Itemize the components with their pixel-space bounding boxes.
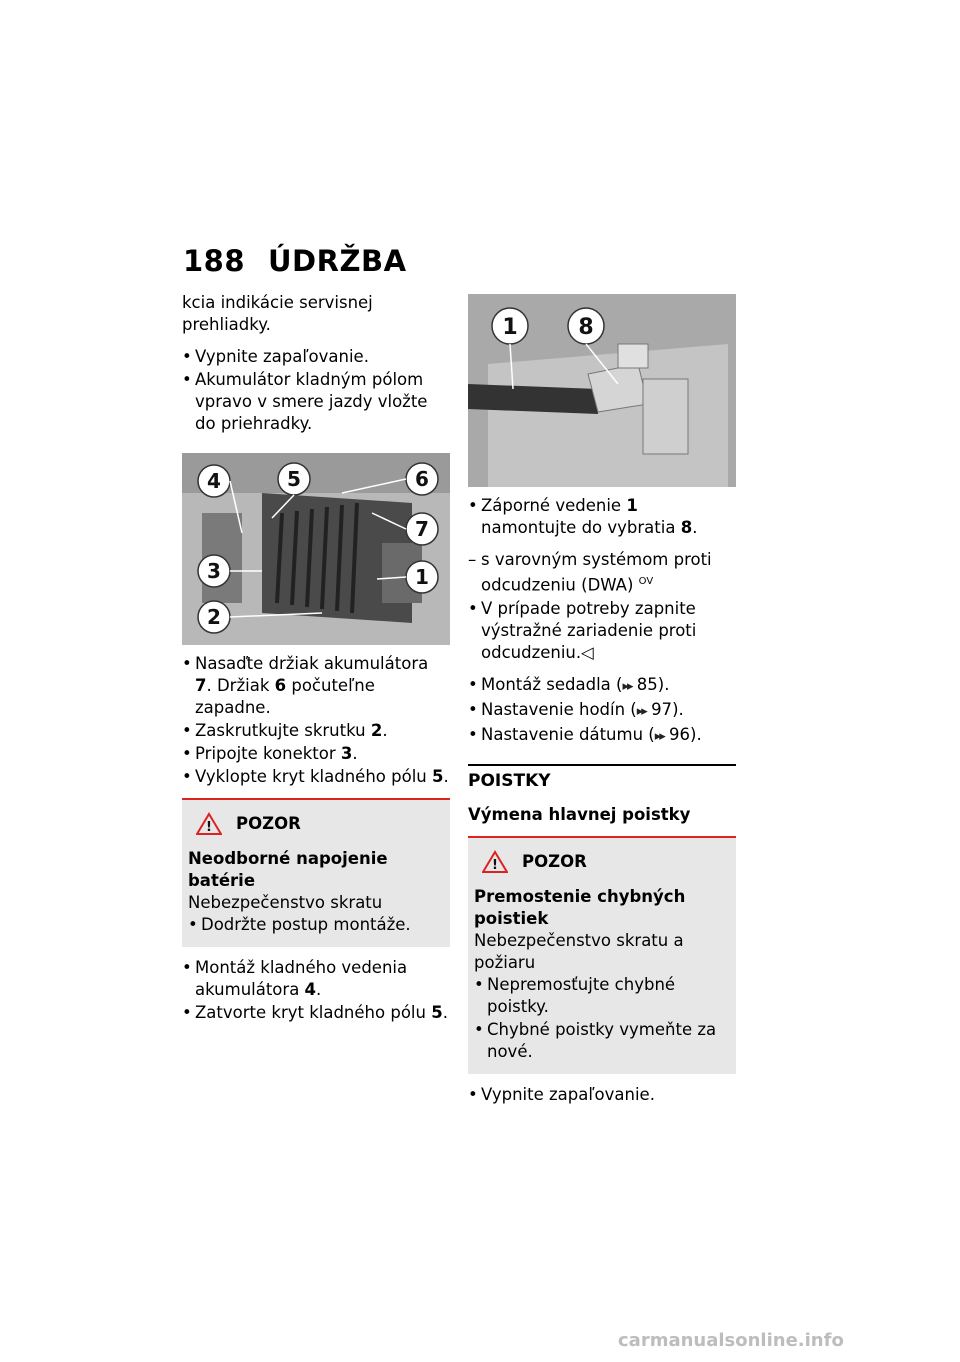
warning-label: POZOR	[236, 814, 301, 833]
end-mark: ◁	[581, 642, 594, 662]
step-item: • Vypnite zapaľovanie.	[468, 1084, 736, 1106]
steps-list-2	[182, 653, 450, 788]
callout-label: 4	[207, 469, 221, 493]
steps-list-5	[468, 549, 736, 664]
callout-label: 6	[415, 467, 429, 491]
steps-list-1	[182, 346, 450, 435]
svg-text:!: !	[492, 857, 498, 873]
cable-figure	[468, 294, 736, 487]
watermark: carmanualsonline.info	[618, 1330, 844, 1351]
step-item: • Vyklopte kryt kladného pólu 5.	[182, 766, 450, 788]
step-item: • Nasaďte držiak akumulátora 7. Držiak 6 počuteľne zapadne.	[182, 653, 450, 719]
page-ref-arrow-icon: ▸▸	[654, 728, 664, 744]
steps-list-4	[468, 495, 736, 539]
battery-figure	[182, 453, 450, 645]
condition-item: – s varovným systémom proti odcudzeniu (DWA) $^{OV}$	[468, 549, 736, 597]
warning-item: • Nepremosťujte chybné poistky.	[474, 974, 728, 1018]
step-item: • V prípade potreby zapnite výstražné zariadenie proti odcudzeniu.◁	[468, 598, 736, 664]
step-item: • Vypnite zapaľovanie.	[182, 346, 450, 368]
page-ref-arrow-icon: ▸▸	[636, 703, 646, 719]
left-column	[182, 292, 450, 1034]
warning-box	[182, 798, 450, 947]
callout-label: 7	[415, 517, 429, 541]
page-title: ÚDRŽBA	[268, 244, 407, 278]
warning-box	[468, 836, 736, 1074]
callout-label: 3	[207, 559, 221, 583]
callout-label: 1	[415, 565, 429, 589]
battery-compartment-illustration	[182, 453, 450, 645]
step-item: • Montáž kladného vedenia akumulátora 4.	[182, 957, 450, 1001]
steps-list-3	[182, 957, 450, 1024]
intro-text: kcia indikácie servisnej prehliadky.	[182, 293, 373, 334]
step-item: • Záporné vedenie 1 namontujte do vybratia 8.	[468, 495, 736, 539]
callout-label: 8	[578, 315, 594, 340]
negative-cable-illustration	[468, 294, 736, 487]
callout-label: 5	[287, 467, 301, 491]
step-item: • Akumulátor kladným pólom vpravo v smere jazdy vložte do priehradky.	[182, 369, 450, 435]
warning-triangle-icon	[482, 850, 508, 874]
step-item: • Pripojte konektor 3.	[182, 743, 450, 765]
warning-heading: Premostenie chybných poistiek	[474, 886, 686, 928]
page-header	[183, 244, 407, 278]
reference-item[interactable]: • Nastavenie dátumu (▸▸ 96).	[468, 724, 736, 748]
subsection-title: Výmena hlavnej poistky	[468, 804, 691, 824]
reference-item[interactable]: • Montáž sedadla (▸▸ 85).	[468, 674, 736, 698]
callout-label: 2	[207, 605, 221, 629]
page-ref-arrow-icon: ▸▸	[622, 678, 632, 694]
warning-triangle-icon	[196, 812, 222, 836]
step-item: • Zaskrutkujte skrutku 2.	[182, 720, 450, 742]
warning-description: Nebezpečenstvo skratu a požiaru	[474, 930, 684, 972]
reference-list	[468, 674, 736, 748]
svg-text:!: !	[206, 820, 212, 835]
steps-list-6	[468, 1084, 736, 1106]
warning-item: • Chybné poistky vymeňte za nové.	[474, 1019, 728, 1063]
warning-label: POZOR	[522, 851, 587, 871]
warning-heading: Neodborné napojenie batérie	[188, 849, 388, 890]
callout-label: 1	[502, 315, 518, 340]
warning-description: Nebezpečenstvo skratu	[188, 893, 383, 912]
right-column	[468, 292, 736, 1116]
section-title: POISTKY	[468, 764, 736, 792]
warning-item: • Dodržte postup montáže.	[188, 914, 442, 936]
reference-item[interactable]: • Nastavenie hodín (▸▸ 97).	[468, 699, 736, 723]
page-number: 188	[183, 244, 246, 278]
step-item: • Zatvorte kryt kladného pólu 5.	[182, 1002, 450, 1024]
